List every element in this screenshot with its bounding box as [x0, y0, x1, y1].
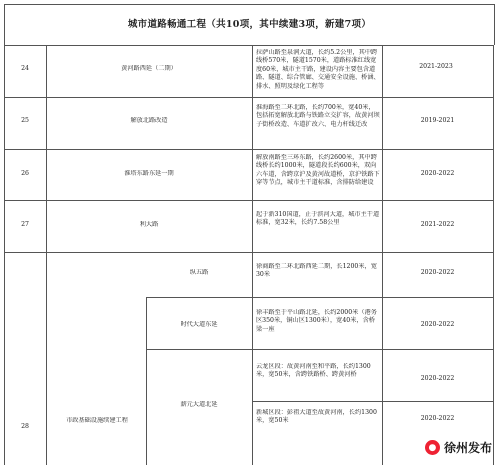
row-number: 26 — [21, 170, 29, 177]
project-period: 2021-2022 — [420, 221, 455, 228]
project-description: 拉萨山路至泉润大道，长约5.2公里，其中跨线桥570米，隧道1570米，道路标准红线宽度60米，城市主干路，建设内容主要包含道路、隧道、综合管廊、交通安全设施、桥涵、排水、照明及绿化工程等 — [256, 49, 380, 90]
sub-project-period: 2020-2022 — [420, 375, 455, 382]
project-period: 2020-2022 — [420, 170, 455, 177]
row-number: 24 — [21, 65, 29, 72]
weibo-logo-icon: ● — [425, 440, 440, 455]
sub-project-period: 2020-2022 — [420, 415, 455, 422]
project-period: 2019-2021 — [420, 117, 455, 124]
table-title: 城市道路畅通工程（共10项，其中续建3项，新建7项） — [4, 4, 495, 45]
project-period: 2021-2023 — [419, 63, 453, 70]
project-description: 淮海路至二环北路，长约700米，宽40米，包括拓宽解放北路与铁路立交扩容，故黄河坝子街桥改造、车道扩改六、电力杆线迁改 — [256, 104, 380, 128]
project-description: 解放南路至三环东路，长约2600米，其中跨线桥长约1000米，隧道段长约600米，双向六车道，含跨京沪及黄河故道桥，京沪铁路下穿等节点，城市主干道标准，含排防给建设 — [256, 154, 380, 187]
row-number: 27 — [21, 221, 29, 228]
sub-project-description: 新城区段：彭祖大道至故黄河南，长约1300米，宽50米 — [256, 409, 377, 425]
sub-project-description: 云龙区段：故黄河南至和平路，长约1300米，宽50米，含跨铁路桥、跨黄河桥 — [256, 363, 371, 379]
sub-project-description: 徐丰路至于平山路北延，长约2000米（港务区350米，铜山区1300米），宽40米，含桥梁一座 — [256, 309, 377, 333]
watermark-label: 徐州发布 — [443, 441, 492, 455]
project-name: 解放北路改造 — [130, 117, 168, 124]
project-name: 淮塔东路东延一期 — [124, 170, 174, 177]
row-number: 28 — [21, 423, 29, 430]
row-number: 25 — [21, 117, 29, 124]
sub-project-name: 纵五路 — [189, 269, 209, 276]
project-name: 利大路 — [139, 221, 159, 228]
sub-project-name: 时代大道东延 — [180, 321, 218, 328]
sub-project-description: 徐商路至二环北路西延二期，长1200米，宽30米 — [256, 263, 377, 279]
sub-project-period: 2020-2022 — [420, 321, 455, 328]
project-description: 起于新310国道，止于滨河大道，城市主干道标准，宽32米，长约7.58公里 — [256, 211, 380, 227]
sub-project-name: 薪元大道北延 — [180, 401, 218, 408]
project-name: 黄河路西延（二期） — [121, 65, 177, 72]
watermark — [425, 439, 492, 456]
sub-project-period: 2020-2022 — [420, 269, 455, 276]
project-name: 市政基础设施续建工程 — [66, 417, 128, 424]
project-table — [4, 45, 494, 465]
